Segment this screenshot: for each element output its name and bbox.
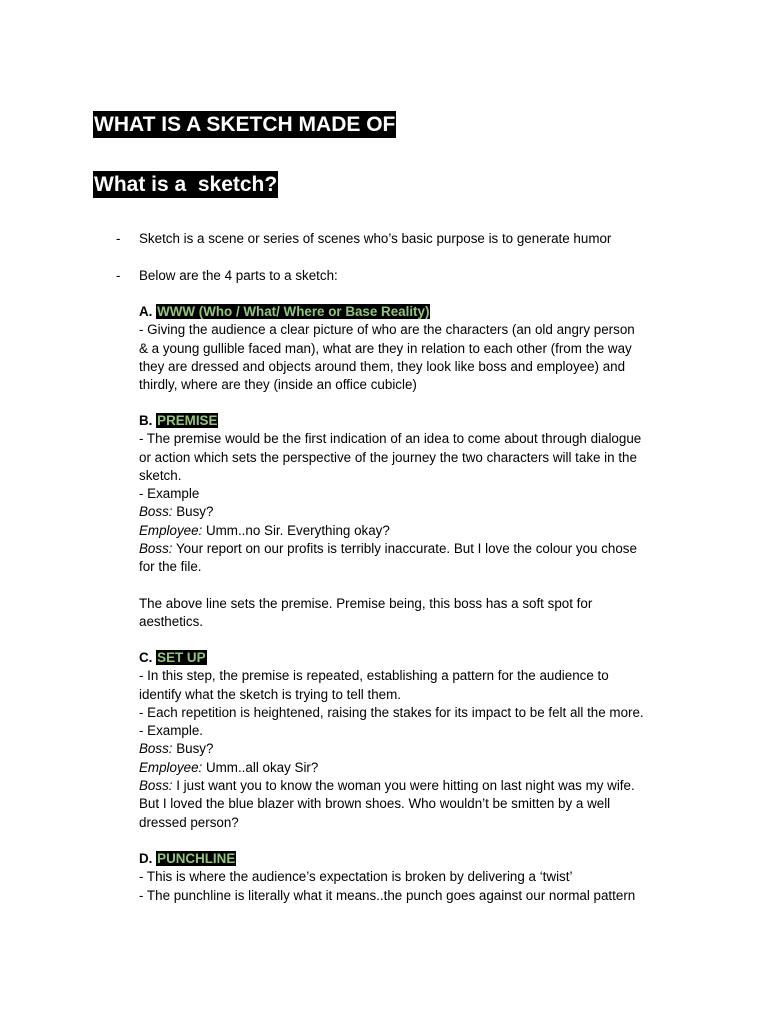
speaker: Boss: — [139, 504, 173, 520]
paragraph-line: - In this step, the premise is repeated, establishing a pattern for the audience to — [139, 668, 609, 684]
paragraph-line: identify what the sketch is trying to tell them. — [139, 686, 401, 702]
speaker: Employee: — [139, 522, 203, 538]
paragraph-line: - The punchline is literally what it means..the punch goes against our normal pattern — [139, 887, 636, 903]
section-letter: A. — [139, 304, 153, 319]
section-letter: D. — [139, 851, 153, 866]
dialogue-text: Umm..no Sir. Everything okay? — [202, 522, 390, 538]
paragraph-line: & a young gullible faced man), what are they in relation to each other (from the way — [139, 340, 632, 356]
dialogue-line — [139, 522, 684, 540]
speaker: Boss: — [139, 778, 173, 794]
highlighted-heading: WWW (Who / What/ Where or Base Reality) — [157, 304, 430, 319]
paragraph-line: - Giving the audience a clear picture of who are the characters (an old angry person — [139, 322, 635, 338]
paragraph-line: - The premise would be the first indication of an idea to come about through dialogue — [139, 431, 642, 447]
highlighted-heading: SET UP — [157, 650, 206, 665]
paragraph-line: or action which sets the perspective of the journey the two characters will take in the — [139, 449, 637, 465]
paragraph-line: - Example — [139, 486, 200, 502]
paragraph-line: - Each repetition is heightened, raising the stakes for its impact to be felt all the more. — [139, 704, 644, 720]
dialogue-line — [139, 540, 684, 558]
bullet-dash: - — [116, 268, 121, 283]
dialogue-text: Your report on our profits is terribly inaccurate. But I love the colour you chose — [172, 541, 637, 557]
speaker: Boss: — [139, 541, 173, 557]
bullet-text: Sketch is a scene or series of scenes who’s basic purpose is to generate humor — [139, 231, 612, 246]
dialogue-text: Umm..all okay Sir? — [202, 759, 319, 775]
section-setup — [139, 649, 684, 832]
paragraph-line: dressed person? — [139, 814, 239, 830]
document-subtitle: What is a sketch? — [94, 173, 278, 196]
bullet-text: Below are the 4 parts to a sketch: — [139, 268, 338, 283]
section-letter: C. — [139, 650, 153, 665]
blank-line — [139, 577, 684, 595]
dialogue-line — [139, 759, 684, 777]
paragraph-line: sketch. — [139, 467, 182, 483]
highlighted-heading: PUNCHLINE — [157, 851, 236, 866]
section-letter: B. — [139, 413, 153, 428]
section-heading — [139, 850, 684, 868]
paragraph-line: thirdly, where are they (inside an office cubicle) — [139, 377, 417, 393]
section-www — [139, 303, 684, 394]
paragraph-line: - Example. — [139, 723, 203, 739]
dialogue-text: Busy? — [172, 741, 214, 757]
dialogue-text: Busy? — [172, 504, 214, 520]
speaker: Boss: — [139, 741, 173, 757]
paragraph-line: they are dressed and objects around them, they look like boss and employee) and — [139, 358, 626, 374]
bullet-dash: - — [116, 231, 121, 246]
paragraph-line: - This is where the audience’s expectation is broken by delivering a ‘twist’ — [139, 869, 573, 885]
dialogue-text: I just want you to know the woman you were hitting on last night was my wife. — [172, 778, 635, 794]
dialogue-line — [139, 740, 684, 758]
paragraph-line: aesthetics. — [139, 614, 204, 630]
paragraph-line: But I loved the blue blazer with brown shoes. Who wouldn’t be smitten by a well — [139, 796, 611, 812]
section-premise — [139, 412, 684, 632]
paragraph-line: The above line sets the premise. Premise being, this boss has a soft spot for — [139, 595, 593, 611]
dialogue-line — [139, 503, 684, 521]
section-heading — [139, 412, 684, 430]
highlighted-heading: PREMISE — [157, 413, 218, 428]
section-heading — [139, 649, 684, 667]
section-heading — [139, 303, 684, 321]
section-punchline — [139, 850, 684, 905]
paragraph-line: for the file. — [139, 559, 202, 575]
dialogue-line — [139, 777, 684, 795]
speaker: Employee: — [139, 759, 203, 775]
document-title: WHAT IS A SKETCH MADE OF — [94, 113, 396, 136]
